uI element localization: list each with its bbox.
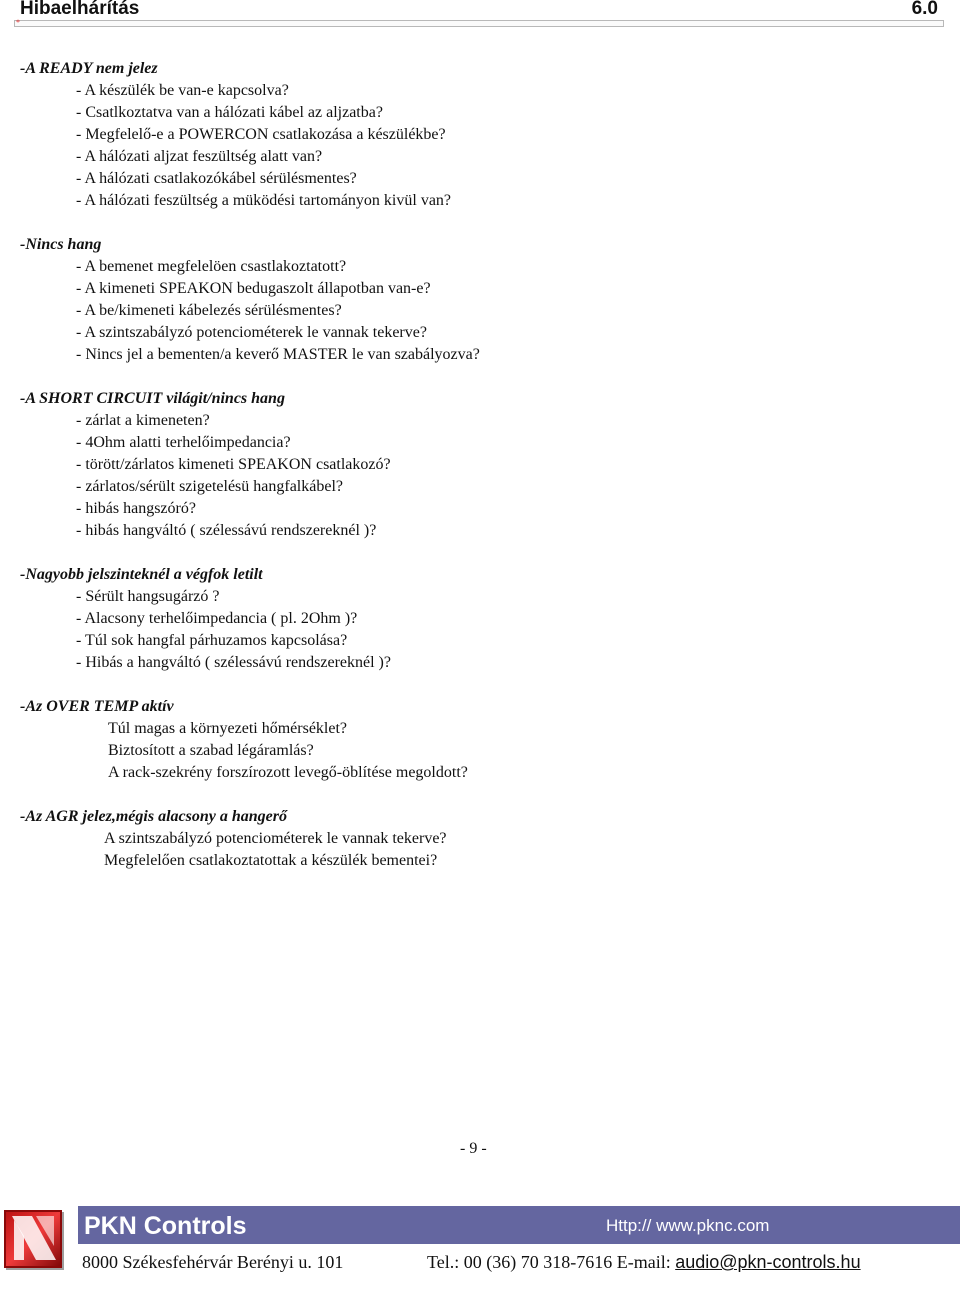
list-item: - hibás hangváltó ( szélessávú rendszereknél )? — [76, 522, 377, 539]
list-item: - hibás hangszóró? — [76, 500, 196, 517]
section-title: -Az AGR jelez,mégis alacsony a hangerő — [20, 808, 287, 825]
section-title: -Nagyobb jelszinteknél a végfok letilt — [20, 566, 263, 583]
list-item: A szintszabályzó potenciométerek le vannak tekerve? — [104, 830, 447, 847]
list-item: - Csatlkoztatva van a hálózati kábel az aljzatba? — [76, 104, 383, 121]
footer — [0, 1206, 960, 1300]
section — [20, 564, 940, 674]
list-item: - A szintszabályzó potenciométerek le vannak tekerve? — [76, 324, 427, 341]
list-item: Biztosított a szabad légáramlás? — [108, 742, 314, 759]
list-item: A rack-szekrény forszírozott levegő-öblítése megoldott? — [108, 764, 468, 781]
list-item: - zárlat a kimeneten? — [76, 412, 210, 429]
list-item: - A bemenet megfelelöen csastlakoztatott? — [76, 258, 347, 275]
header-marker-icon: * — [16, 18, 20, 27]
troubleshooting-list — [20, 58, 940, 894]
list-item: - A hálózati aljzat feszültség alatt van? — [76, 148, 323, 165]
section-title: -Az OVER TEMP aktív — [20, 698, 174, 715]
list-item: - Túl sok hangfal párhuzamos kapcsolása? — [76, 632, 348, 649]
footer-phone: Tel.: 00 (36) 70 318-7616 E-mail: — [427, 1252, 671, 1272]
list-item: - Nincs jel a bementen/a keverő MASTER le van szabályozva? — [76, 346, 480, 363]
list-item: - Alacsony terhelőimpedancia ( pl. 2Ohm )? — [76, 610, 358, 627]
footer-contact — [427, 1252, 861, 1273]
list-item: - Megfelelő-e a POWERCON csatlakozása a készülékbe? — [76, 126, 446, 143]
pkn-logo-icon — [4, 1210, 62, 1268]
footer-email-link[interactable]: audio@pkn-controls.hu — [675, 1252, 861, 1272]
list-item: - 4Ohm alatti terhelőimpedancia? — [76, 434, 291, 451]
list-item: Túl magas a környezeti hőmérséklet? — [108, 720, 348, 737]
footer-url[interactable]: Http:// www.pknc.com — [606, 1216, 770, 1235]
list-item: - A be/kimeneti kábelezés sérülésmentes? — [76, 302, 342, 319]
section — [20, 388, 940, 542]
list-item: - Sérült hangsugárzó ? — [76, 588, 220, 605]
list-item: - zárlatos/sérült szigetelésü hangfalkábel? — [76, 478, 343, 495]
section — [20, 696, 940, 784]
header-title: Hibaelhárítás — [20, 0, 140, 19]
section-title: -Nincs hang — [20, 236, 102, 253]
section — [20, 58, 940, 212]
header-version: 6.0 — [911, 0, 938, 19]
list-item: - Hibás a hangváltó ( szélessávú rendszereknél )? — [76, 654, 391, 671]
list-item: - A hálózati csatlakozókábel sérülésmentes? — [76, 170, 357, 187]
header-rule — [14, 20, 944, 27]
page-number: - 9 - — [460, 1140, 487, 1157]
footer-address: 8000 Székesfehérvár Berényi u. 101 — [82, 1252, 344, 1272]
section-title: -A SHORT CIRCUIT világit/nincs hang — [20, 390, 285, 407]
list-item: Megfelelően csatlakoztatottak a készülék bementei? — [104, 852, 438, 869]
page-header — [14, 0, 944, 20]
list-item: - A hálózati feszültség a müködési tartományon kivül van? — [76, 192, 452, 209]
list-item: - A kimeneti SPEAKON bedugaszolt állapotban van-e? — [76, 280, 431, 297]
footer-band — [78, 1206, 960, 1244]
footer-brand: PKN Controls — [84, 1212, 247, 1240]
list-item: - A készülék be van-e kapcsolva? — [76, 82, 289, 99]
list-item: - törött/zárlatos kimeneti SPEAKON csatlakozó? — [76, 456, 391, 473]
section — [20, 806, 940, 872]
section — [20, 234, 940, 366]
section-title: -A READY nem jelez — [20, 60, 158, 77]
